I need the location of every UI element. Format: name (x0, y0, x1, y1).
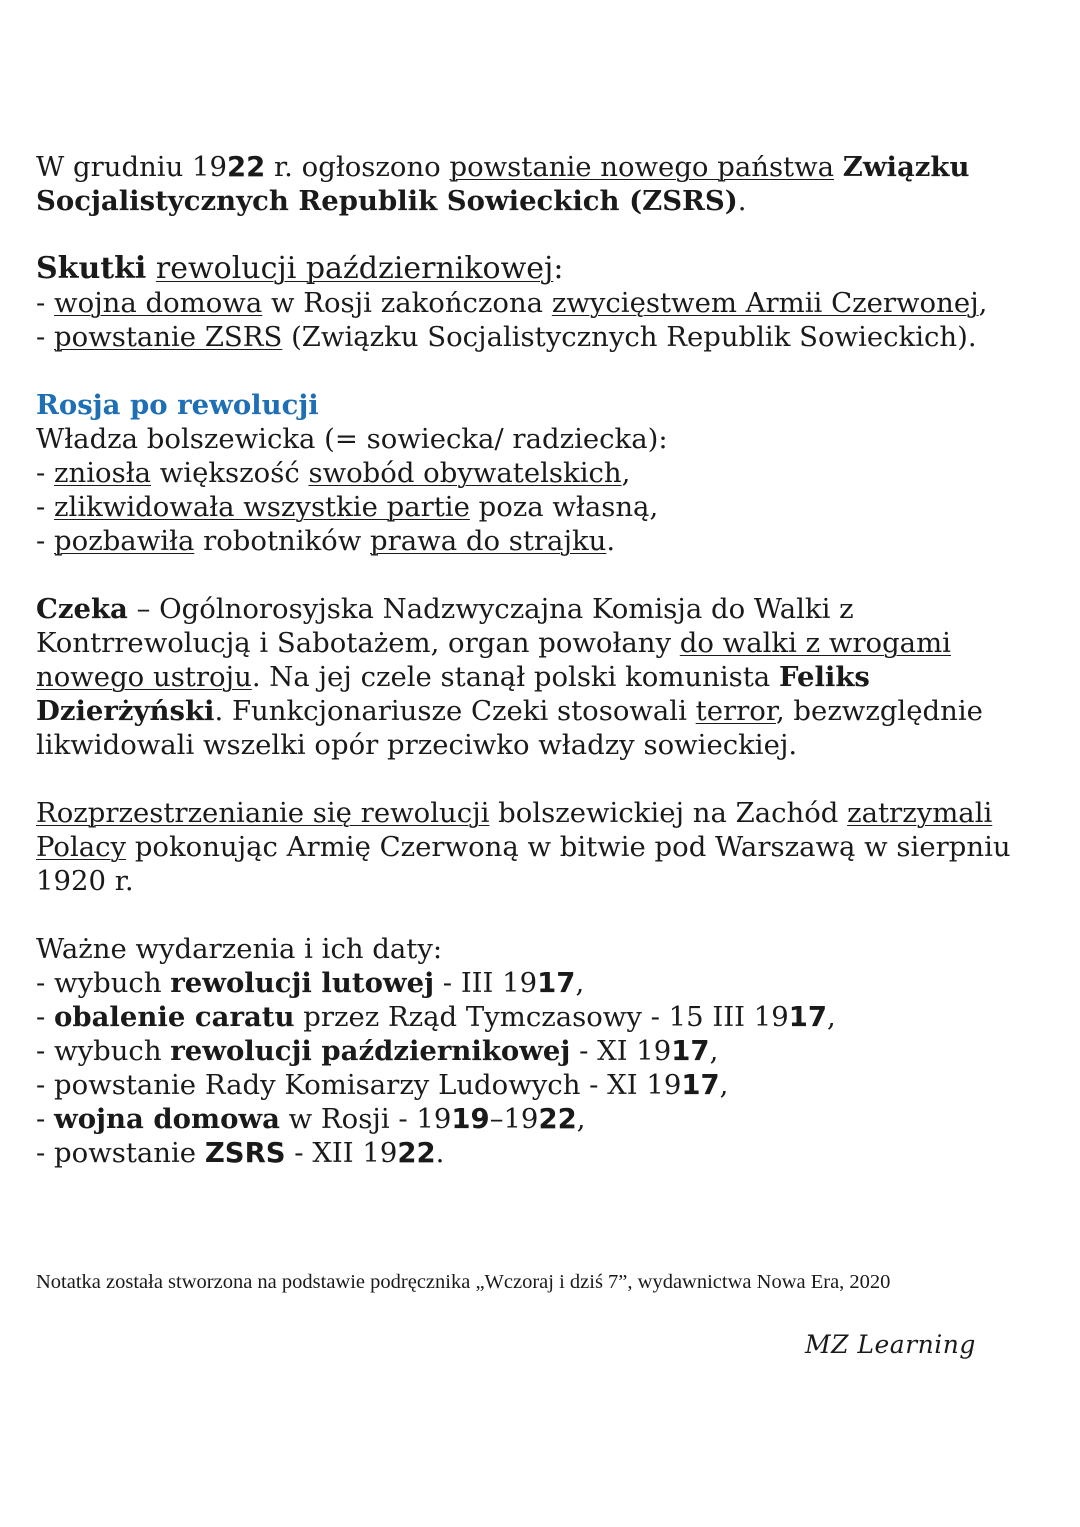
rosja-item (36, 456, 1036, 490)
skutki-underlined: powstanie ZSRS (54, 321, 283, 353)
czeka-bold-name: Feliks Dzierżyński (36, 661, 870, 727)
event-text: - wybuch (36, 1035, 171, 1067)
event-item (36, 1068, 1036, 1102)
czeka-text: – Ogólnorosyjska Nadzwyczajna Komisja do Walki z Kontrrewolucją i Sabotażem, organ powołany (36, 593, 854, 659)
rosja-intro: Władza bolszewicka (= sowiecka/ radziecka): (36, 423, 668, 455)
czeka-underlined: do walki z wrogami nowego ustroju (36, 627, 951, 693)
event-end: , (709, 1035, 719, 1067)
event-text: - powstanie (36, 1137, 205, 1169)
intro-text: W grudniu 19 (36, 151, 228, 183)
skutki-underlined: wojna domowa (54, 287, 263, 319)
czeka-text: . Na jej czele stanął polski komunista (251, 661, 779, 693)
skutki-comma: , (978, 287, 988, 319)
intro-bold-zsrs: Związku Socjalistycznych Republik Sowieckich (ZSRS) (36, 151, 970, 217)
zachod-text: pokonując Armię Czerwoną w bitwie pod Warszawą w sierpniu 1920 r. (36, 831, 1011, 897)
zachod-underlined: Rozprzestrzenianie się rewolucji (36, 797, 490, 829)
event-item (36, 966, 1036, 1000)
event-text: - XI 19 (570, 1035, 672, 1067)
event-year-bold: 19 (451, 1103, 490, 1135)
zachod-underlined: zatrzymali Polacy (36, 797, 993, 863)
event-end: . (435, 1137, 445, 1169)
skutki-heading-underlined: rewolucji październikowej (155, 251, 554, 286)
event-year-bold: 17 (681, 1069, 720, 1101)
event-text: - powstanie Rady Komisarzy Ludowych - XI 19 (36, 1069, 682, 1101)
skutki-item (36, 320, 1036, 354)
rosja-underlined: zlikwidowała wszystkie partie (54, 491, 470, 523)
source-note: Notatka została stworzona na podstawie podręcznika „Wczoraj i dziś 7”, wydawnictwa Nowa Era, 2020 (36, 1271, 891, 1293)
event-bold: rewolucji październikowej (170, 1035, 571, 1067)
rosja-heading: Rosja po rewolucji (36, 389, 319, 421)
event-item (36, 1034, 1036, 1068)
rosja-comma: , (621, 457, 631, 489)
skutki-underlined: zwycięstwem Armii Czerwonej (551, 287, 979, 319)
list-dash: - (36, 321, 55, 353)
event-year-bold: 17 (671, 1035, 710, 1067)
skutki-heading-space (146, 251, 156, 286)
czeka-text: . Funkcjonariusze Czeki stosowali (214, 695, 696, 727)
list-dash: - (36, 491, 55, 523)
intro-space (834, 151, 843, 183)
skutki-heading (36, 252, 1036, 286)
rosja-underlined: swobód obywatelskich (308, 457, 622, 489)
zachod-text: bolszewickiej na Zachód (489, 797, 848, 829)
event-year-bold: 17 (537, 967, 576, 999)
event-item (36, 1136, 1036, 1170)
event-bold: ZSRS (204, 1137, 286, 1169)
event-year-bold: 17 (788, 1001, 827, 1033)
czeka-underlined-terror: terror (695, 695, 776, 727)
rosja-text: większość (151, 457, 309, 489)
note-content (36, 150, 1036, 1170)
rosja-text: poza własną, (469, 491, 659, 523)
intro-underlined: powstanie nowego państwa (449, 151, 835, 183)
event-item (36, 1000, 1036, 1034)
czeka-text: , bezwzględnie likwidowali wszelki opór przeciwko władzy sowieckiej. (36, 695, 983, 761)
event-text: –19 (489, 1103, 539, 1135)
rosja-underlined: pozbawiła (54, 525, 195, 557)
event-text: w Rosji - 19 (279, 1103, 452, 1135)
intro-period: . (737, 185, 747, 217)
intro-text: r. ogłoszono (265, 151, 450, 183)
rosja-underlined: prawa do strajku (370, 525, 607, 557)
event-text: - (36, 1103, 55, 1135)
intro-paragraph (36, 150, 1036, 218)
event-end: , (719, 1069, 729, 1101)
czeka-paragraph (36, 592, 1036, 762)
skutki-item (36, 286, 1036, 320)
event-text: - XII 19 (285, 1137, 398, 1169)
event-bold: wojna domowa (54, 1103, 280, 1135)
skutki-text: (Związku Socjalistycznych Republik Sowieckich). (282, 321, 977, 353)
event-bold: rewolucji lutowej (170, 967, 435, 999)
event-item (36, 1102, 1036, 1136)
event-year-bold: 22 (538, 1103, 577, 1135)
rosja-underlined: zniosła (54, 457, 152, 489)
rosja-item (36, 524, 1036, 558)
event-bold: obalenie caratu (54, 1001, 295, 1033)
rosja-item (36, 490, 1036, 524)
event-text: - wybuch (36, 967, 171, 999)
event-year-bold: 22 (397, 1137, 436, 1169)
skutki-heading-bold: Skutki (36, 251, 147, 286)
event-end: , (827, 1001, 836, 1033)
events-heading: Ważne wydarzenia i ich daty: (36, 933, 443, 965)
skutki-text: w Rosji zakończona (262, 287, 552, 319)
rosja-text: robotników (194, 525, 371, 557)
list-dash: - (36, 287, 55, 319)
rosja-period: . (606, 525, 616, 557)
event-text: przez Rząd Tymczasowy - 15 III 19 (294, 1001, 789, 1033)
event-end: , (575, 967, 585, 999)
list-dash: - (36, 457, 55, 489)
event-end: , (576, 1103, 586, 1135)
intro-year-bold: 22 (227, 151, 266, 183)
zachod-paragraph (36, 796, 1036, 898)
skutki-heading-colon: : (553, 251, 564, 286)
signature-logo: MZ Learning (805, 1330, 976, 1359)
event-text: - (36, 1001, 55, 1033)
czeka-bold: Czeka (36, 593, 128, 625)
event-text: - III 19 (434, 967, 538, 999)
list-dash: - (36, 525, 55, 557)
